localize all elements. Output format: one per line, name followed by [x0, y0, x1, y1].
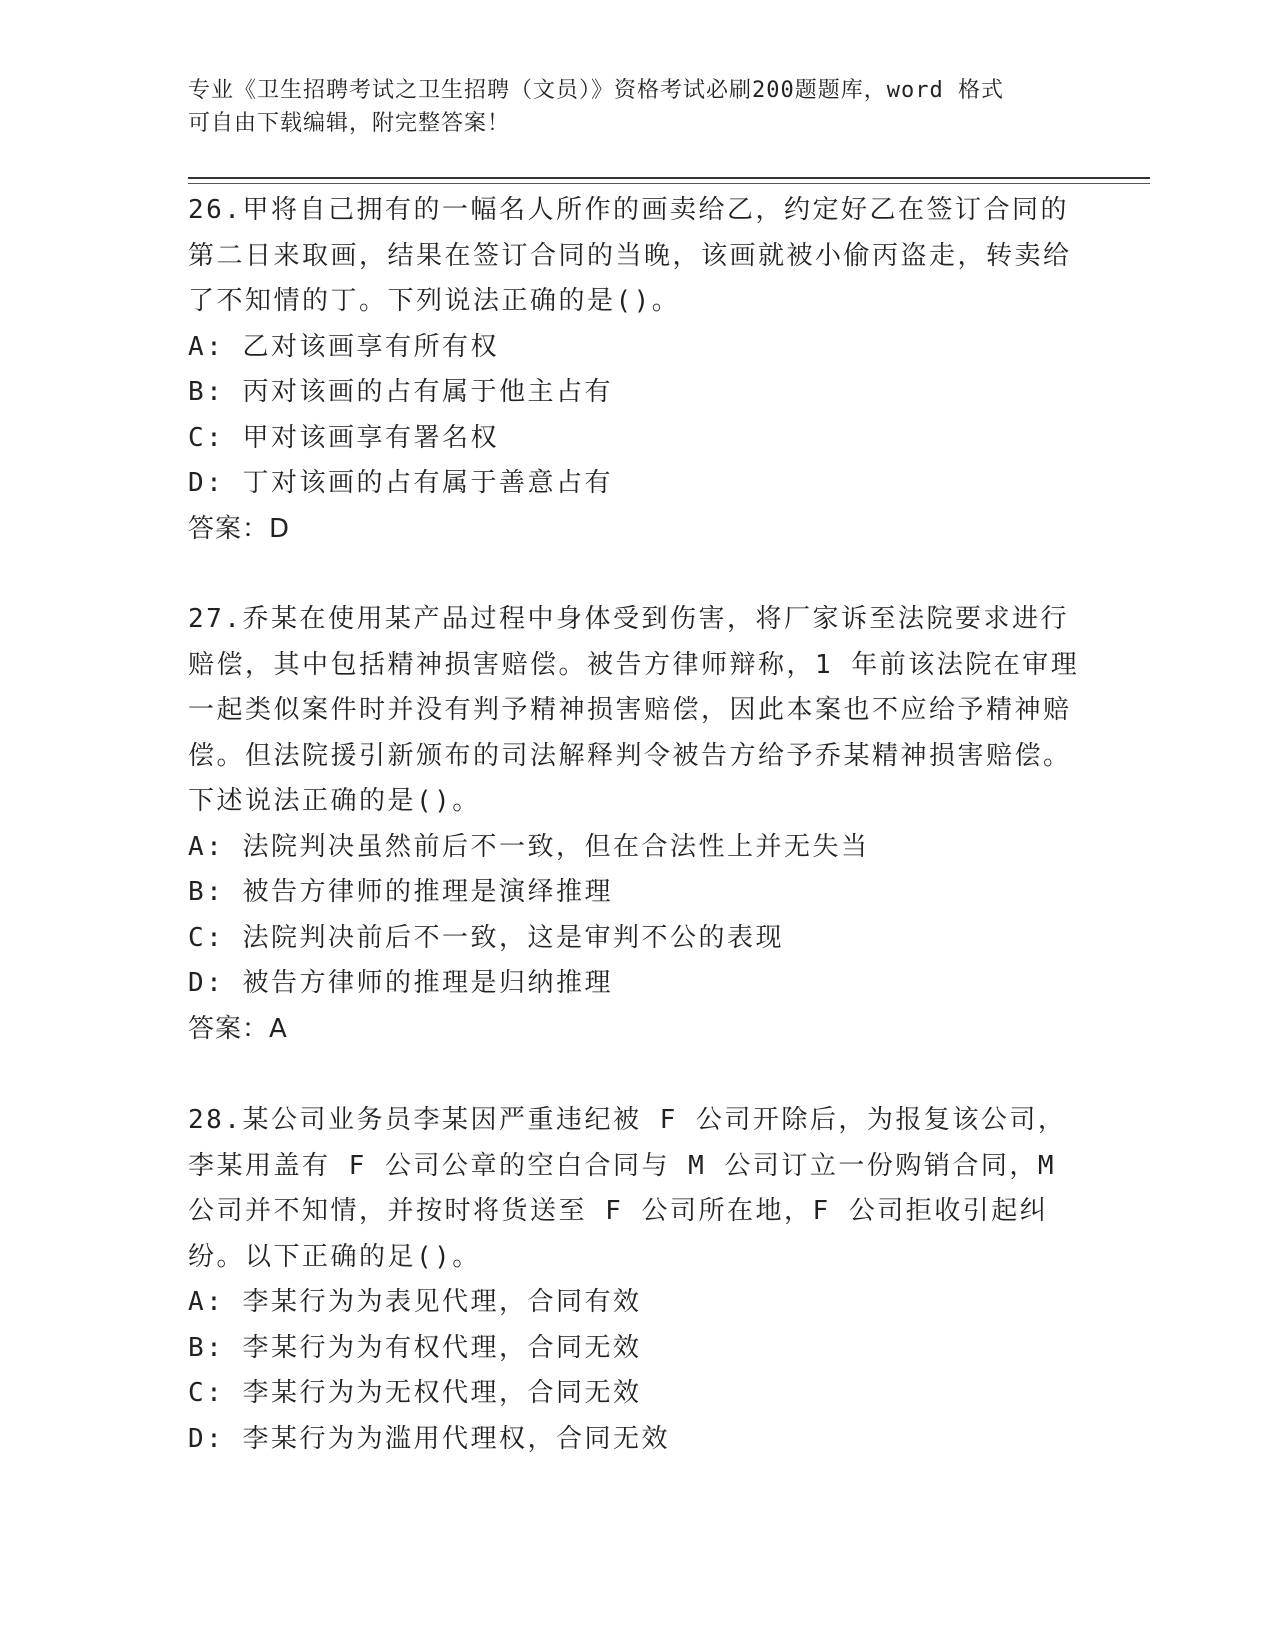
option-d: D: 被告方律师的推理是归纳推理: [188, 968, 613, 998]
question-stem: 26.甲将自己拥有的一幅名人所作的画卖给乙，约定好乙在签订合同的第二日来取画，结果在签订合同的当晚，该画就被小偷丙盗走，转卖给了不知情的丁。下列说法正确的是()。: [188, 195, 1072, 316]
option-d: D: 李某行为为滥用代理权，合同无效: [188, 1423, 670, 1454]
option-a: A: 乙对该画享有所有权: [188, 331, 499, 362]
document-header: [188, 74, 1088, 140]
question-27: [188, 597, 1088, 1052]
answer-line: 答案：D: [188, 513, 291, 544]
option-d: D: 丁对该画的占有属于善意占有: [188, 468, 613, 498]
option-c: C: 甲对该画享有署名权: [188, 422, 499, 453]
answer-line: 答案：A: [188, 1013, 288, 1044]
option-a: A: 法院判决虽然前后不一致，但在合法性上并无失当: [188, 831, 870, 862]
option-c: C: 法院判决前后不一致，这是审判不公的表现: [188, 922, 784, 953]
option-b: B: 丙对该画的占有属于他主占有: [188, 377, 613, 407]
option-c: C: 李某行为为无权代理，合同无效: [188, 1378, 642, 1408]
header-line-2: 可自由下载编辑，附完整答案！: [188, 111, 511, 136]
question-stem: 27.乔某在使用某产品过程中身体受到伤害，将厂家诉至法院要求进行赔偿，其中包括精神损害赔偿。被告方律师辩称，1 年前该法院在审理一起类似案件时并没有判予精神损害赔偿，因此本案也不应给予精神赔偿。但法院援引新颁布的司法解释判令被告方给予乔某精神损害赔偿。下述说法正确的是()。: [188, 604, 1080, 816]
question-26: [188, 188, 1088, 552]
option-b: B: 被告方律师的推理是演绎推理: [188, 877, 613, 907]
header-line-1: 专业《卫生招聘考试之卫生招聘（文员）》资格考试必刷200题题库，word 格式: [188, 78, 1004, 103]
question-stem: 28.某公司业务员李某因严重违纪被 F 公司开除后，为报复该公司，李某用盖有 F 公司公章的空白合同与 M 公司订立一份购销合同，M 公司并不知情，并按时将货送至 F 公司所在地，F 公司拒收引起纠纷。以下正确的足()。: [188, 1105, 1067, 1272]
header-divider-thin: [188, 183, 1150, 184]
header-divider-thick: [188, 177, 1150, 179]
option-a: A: 李某行为为表见代理，合同有效: [188, 1287, 642, 1317]
question-28: [188, 1098, 1088, 1462]
option-b: B: 李某行为为有权代理，合同无效: [188, 1332, 642, 1363]
